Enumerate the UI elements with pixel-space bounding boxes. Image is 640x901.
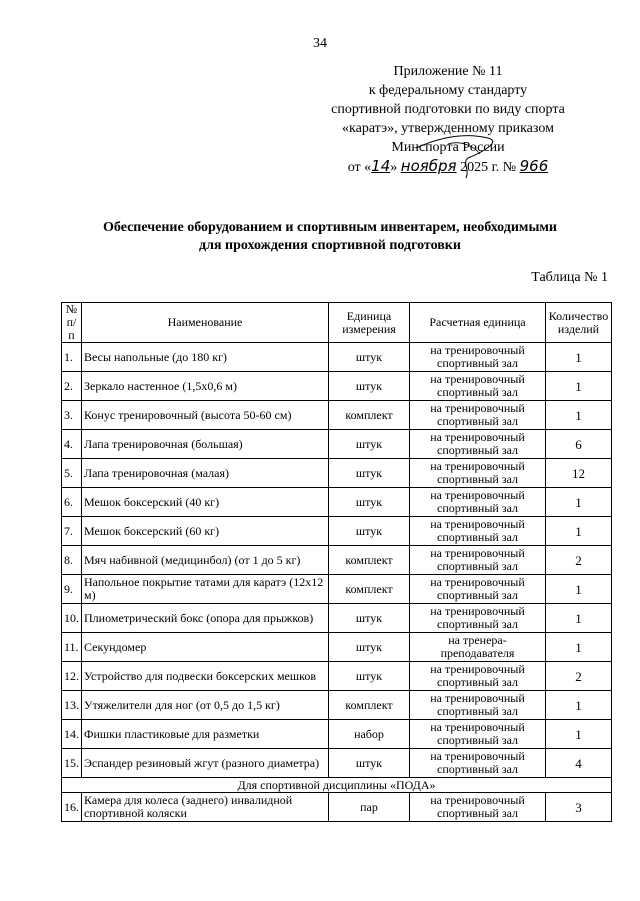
date-prefix: от « <box>347 160 372 175</box>
item-quantity: 3 <box>546 793 612 822</box>
row-number: 1. <box>62 343 82 372</box>
date-month: ноября <box>400 157 457 175</box>
item-name: Весы напольные (до 180 кг) <box>82 343 329 372</box>
table-row <box>62 720 612 749</box>
item-unit: штук <box>329 662 410 691</box>
item-quantity: 1 <box>546 488 612 517</box>
appendix-line: спортивной подготовки по виду спорта <box>331 102 565 117</box>
item-quantity: 1 <box>546 720 612 749</box>
item-unit: штук <box>329 517 410 546</box>
table-row <box>62 691 612 720</box>
item-calc-unit: на тренировочный спортивный зал <box>410 662 546 691</box>
table-row <box>62 343 612 372</box>
table-row <box>62 793 612 822</box>
row-number: 8. <box>62 546 82 575</box>
row-number: 10. <box>62 604 82 633</box>
page-number: 34 <box>313 36 327 51</box>
item-quantity: 1 <box>546 401 612 430</box>
table-row <box>62 546 612 575</box>
item-calc-unit: на тренировочный спортивный зал <box>410 430 546 459</box>
row-number: 7. <box>62 517 82 546</box>
section-title: Для спортивной дисциплины «ПОДА» <box>62 778 612 793</box>
item-quantity: 6 <box>546 430 612 459</box>
row-number: 16. <box>62 793 82 822</box>
item-calc-unit: на тренировочный спортивный зал <box>410 604 546 633</box>
item-calc-unit: на тренировочный спортивный зал <box>410 575 546 604</box>
table-row <box>62 575 612 604</box>
table-row <box>62 372 612 401</box>
table-row <box>62 488 612 517</box>
item-name: Лапа тренировочная (малая) <box>82 459 329 488</box>
item-name: Напольное покрытие татами для каратэ (12х12 м) <box>82 575 329 604</box>
table-row <box>62 604 612 633</box>
title-line: для прохождения спортивной подготовки <box>199 238 461 253</box>
item-unit: комплект <box>329 401 410 430</box>
header-unit: Единица измерения <box>329 303 410 343</box>
table-row <box>62 633 612 662</box>
row-number: 15. <box>62 749 82 778</box>
header-name: Наименование <box>82 303 329 343</box>
item-calc-unit: на тренировочный спортивный зал <box>410 401 546 430</box>
row-number: 11. <box>62 633 82 662</box>
item-name: Конус тренировочный (высота 50-60 см) <box>82 401 329 430</box>
row-number: 6. <box>62 488 82 517</box>
row-number: 3. <box>62 401 82 430</box>
item-unit: штук <box>329 430 410 459</box>
header-num: № п/п <box>62 303 82 343</box>
row-number: 13. <box>62 691 82 720</box>
item-unit: штук <box>329 488 410 517</box>
item-name: Лапа тренировочная (большая) <box>82 430 329 459</box>
appendix-line: к федеральному стандарту <box>368 83 528 98</box>
table-row <box>62 459 612 488</box>
row-number: 4. <box>62 430 82 459</box>
item-name: Плиометрический бокс (опора для прыжков) <box>82 604 329 633</box>
appendix-line: Приложение № 11 <box>393 64 503 79</box>
table-row <box>62 517 612 546</box>
header-calc: Расчетная единица <box>410 303 546 343</box>
item-quantity: 1 <box>546 691 612 720</box>
appendix-line: «каратэ», утвержденному приказом <box>342 121 554 136</box>
item-name: Утяжелители для ног (от 0,5 до 1,5 кг) <box>82 691 329 720</box>
table-label: Таблица № 1 <box>531 270 608 285</box>
table-row <box>62 430 612 459</box>
item-name: Мешок боксерский (40 кг) <box>82 488 329 517</box>
table-body <box>62 343 612 778</box>
item-name: Зеркало настенное (1,5х0,6 м) <box>82 372 329 401</box>
order-number: 966 <box>519 157 549 175</box>
item-calc-unit: на тренировочный спортивный зал <box>410 546 546 575</box>
item-unit: штук <box>329 749 410 778</box>
signature-icon <box>408 120 538 180</box>
item-unit: пар <box>329 793 410 822</box>
item-calc-unit: на тренировочный спортивный зал <box>410 749 546 778</box>
row-number: 9. <box>62 575 82 604</box>
item-calc-unit: на тренировочный спортивный зал <box>410 459 546 488</box>
date-day: 14 <box>371 157 391 175</box>
item-calc-unit: на тренировочный спортивный зал <box>410 372 546 401</box>
item-name: Эспандер резиновый жгут (разного диаметра) <box>82 749 329 778</box>
item-quantity: 1 <box>546 575 612 604</box>
document-title <box>60 219 600 255</box>
item-calc-unit: на тренировочный спортивный зал <box>410 691 546 720</box>
table-header-row <box>62 303 612 343</box>
row-number: 14. <box>62 720 82 749</box>
item-unit: комплект <box>329 575 410 604</box>
item-quantity: 1 <box>546 604 612 633</box>
section-row <box>62 778 612 793</box>
item-unit: штук <box>329 633 410 662</box>
table-row <box>62 662 612 691</box>
item-name: Камера для колеса (заднего) инвалидной спортивной коляски <box>82 793 329 822</box>
table-row <box>62 401 612 430</box>
item-unit: штук <box>329 459 410 488</box>
item-name: Фишки пластиковые для разметки <box>82 720 329 749</box>
item-calc-unit: на тренировочный спортивный зал <box>410 720 546 749</box>
item-quantity: 2 <box>546 662 612 691</box>
item-quantity: 1 <box>546 372 612 401</box>
item-quantity: 1 <box>546 517 612 546</box>
section-body <box>62 793 612 822</box>
row-number: 2. <box>62 372 82 401</box>
item-name: Мешок боксерский (60 кг) <box>82 517 329 546</box>
item-unit: комплект <box>329 546 410 575</box>
title-line: Обеспечение оборудованием и спортивным инвентарем, необходимыми <box>103 220 557 235</box>
row-number: 5. <box>62 459 82 488</box>
item-quantity: 1 <box>546 633 612 662</box>
item-name: Секундомер <box>82 633 329 662</box>
item-unit: комплект <box>329 691 410 720</box>
item-unit: штук <box>329 372 410 401</box>
item-unit: штук <box>329 604 410 633</box>
item-calc-unit: на тренировочный спортивный зал <box>410 517 546 546</box>
item-name: Устройство для подвески боксерских мешков <box>82 662 329 691</box>
item-calc-unit: на тренировочный спортивный зал <box>410 488 546 517</box>
date-year: 2025 г. № <box>460 160 517 175</box>
header-qty: Количество изделий <box>546 303 612 343</box>
item-calc-unit: на тренировочный спортивный зал <box>410 343 546 372</box>
item-name: Мяч набивной (медицинбол) (от 1 до 5 кг) <box>82 546 329 575</box>
equipment-table <box>61 302 612 822</box>
row-number: 12. <box>62 662 82 691</box>
date-mid: » <box>390 160 398 175</box>
item-quantity: 12 <box>546 459 612 488</box>
item-quantity: 2 <box>546 546 612 575</box>
item-quantity: 1 <box>546 343 612 372</box>
item-unit: набор <box>329 720 410 749</box>
appendix-line: Минспорта России <box>391 140 505 155</box>
table-row <box>62 749 612 778</box>
item-calc-unit: на тренировочный спортивный зал <box>410 793 546 822</box>
item-unit: штук <box>329 343 410 372</box>
item-calc-unit: на тренера-преподавателя <box>410 633 546 662</box>
item-quantity: 4 <box>546 749 612 778</box>
